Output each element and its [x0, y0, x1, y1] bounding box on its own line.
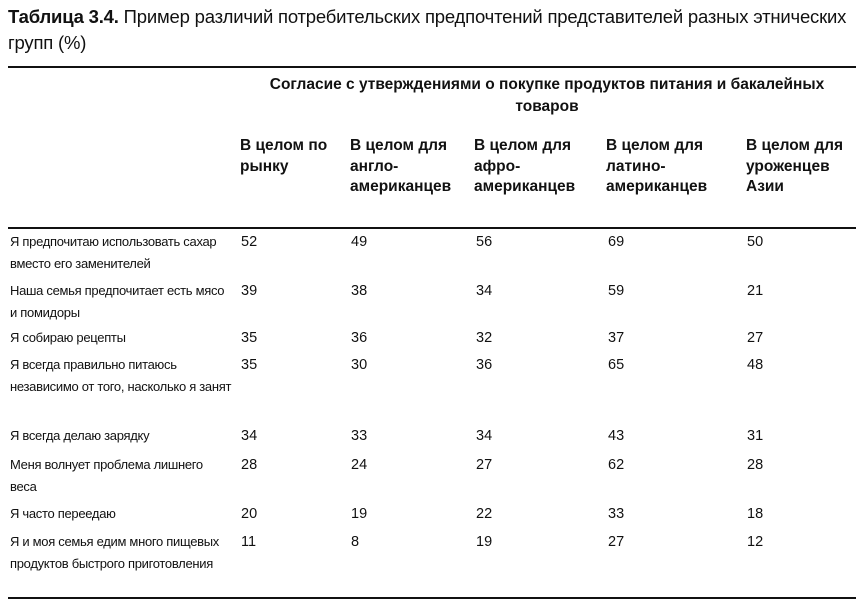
header-rule	[8, 227, 856, 229]
top-rule	[8, 66, 856, 68]
value-cell: 21	[747, 283, 764, 299]
table-number: Таблица 3.4.	[8, 6, 119, 27]
value-cell: 27	[608, 534, 625, 550]
value-cell: 34	[241, 428, 258, 444]
value-cell: 30	[351, 357, 368, 373]
column-header-asian: В целом для уроженцев Азии	[746, 137, 844, 195]
row-label: Я собираю рецепты	[10, 330, 126, 345]
row-label: Я предпочитаю использовать сахар вместо его заменителей	[10, 234, 217, 271]
value-cell: 52	[241, 234, 258, 250]
value-cell: 37	[608, 330, 625, 346]
column-header-latino: В целом для латино-американцев	[606, 137, 708, 195]
row-label: Я всегда правильно питаюсь независимо от того, насколько я занят	[10, 357, 232, 394]
value-cell: 28	[747, 457, 764, 473]
value-cell: 20	[241, 506, 258, 522]
row-label: Я и моя семья едим много пищевых продуктов быстрого приготовления	[10, 534, 220, 571]
value-cell: 28	[241, 457, 258, 473]
value-cell: 12	[747, 534, 764, 550]
value-cell: 18	[747, 506, 764, 522]
value-cell: 34	[476, 428, 493, 444]
column-header-market: В целом по рынку	[240, 137, 328, 175]
value-cell: 65	[608, 357, 625, 373]
value-cell: 11	[241, 534, 257, 550]
table-caption	[8, 4, 858, 56]
value-cell: 33	[608, 506, 625, 522]
table-title: Пример различий потребительских предпочтений представителей разных этнических групп (%)	[8, 6, 847, 53]
row-label: Наша семья предпочитает есть мясо и помидоры	[10, 283, 225, 320]
value-cell: 48	[747, 357, 764, 373]
value-cell: 62	[608, 457, 625, 473]
group-header: Согласие с утверждениями о покупке продуктов питания и бакалейных товаров	[269, 76, 825, 115]
value-cell: 38	[351, 283, 368, 299]
column-header-anglo: В целом для англо-американцев	[350, 137, 452, 195]
value-cell: 27	[476, 457, 493, 473]
value-cell: 50	[747, 234, 764, 250]
value-cell: 35	[241, 330, 258, 346]
row-label: Я всегда делаю зарядку	[10, 428, 150, 443]
row-label: Я часто переедаю	[10, 506, 116, 521]
value-cell: 36	[476, 357, 493, 373]
value-cell: 56	[476, 234, 493, 250]
value-cell: 34	[476, 283, 493, 299]
value-cell: 8	[351, 534, 360, 550]
column-header-afro: В целом для афро-американцев	[474, 137, 576, 195]
value-cell: 22	[476, 506, 493, 522]
row-label: Меня волнует проблема лишнего веса	[10, 457, 203, 494]
value-cell: 24	[351, 457, 368, 473]
value-cell: 19	[476, 534, 493, 550]
value-cell: 69	[608, 234, 625, 250]
value-cell: 36	[351, 330, 368, 346]
value-cell: 35	[241, 357, 258, 373]
value-cell: 32	[476, 330, 493, 346]
value-cell: 39	[241, 283, 258, 299]
value-cell: 27	[747, 330, 764, 346]
bottom-rule	[8, 597, 856, 599]
value-cell: 31	[747, 428, 764, 444]
value-cell: 43	[608, 428, 625, 444]
value-cell: 33	[351, 428, 368, 444]
value-cell: 49	[351, 234, 368, 250]
value-cell: 19	[351, 506, 368, 522]
value-cell: 59	[608, 283, 625, 299]
